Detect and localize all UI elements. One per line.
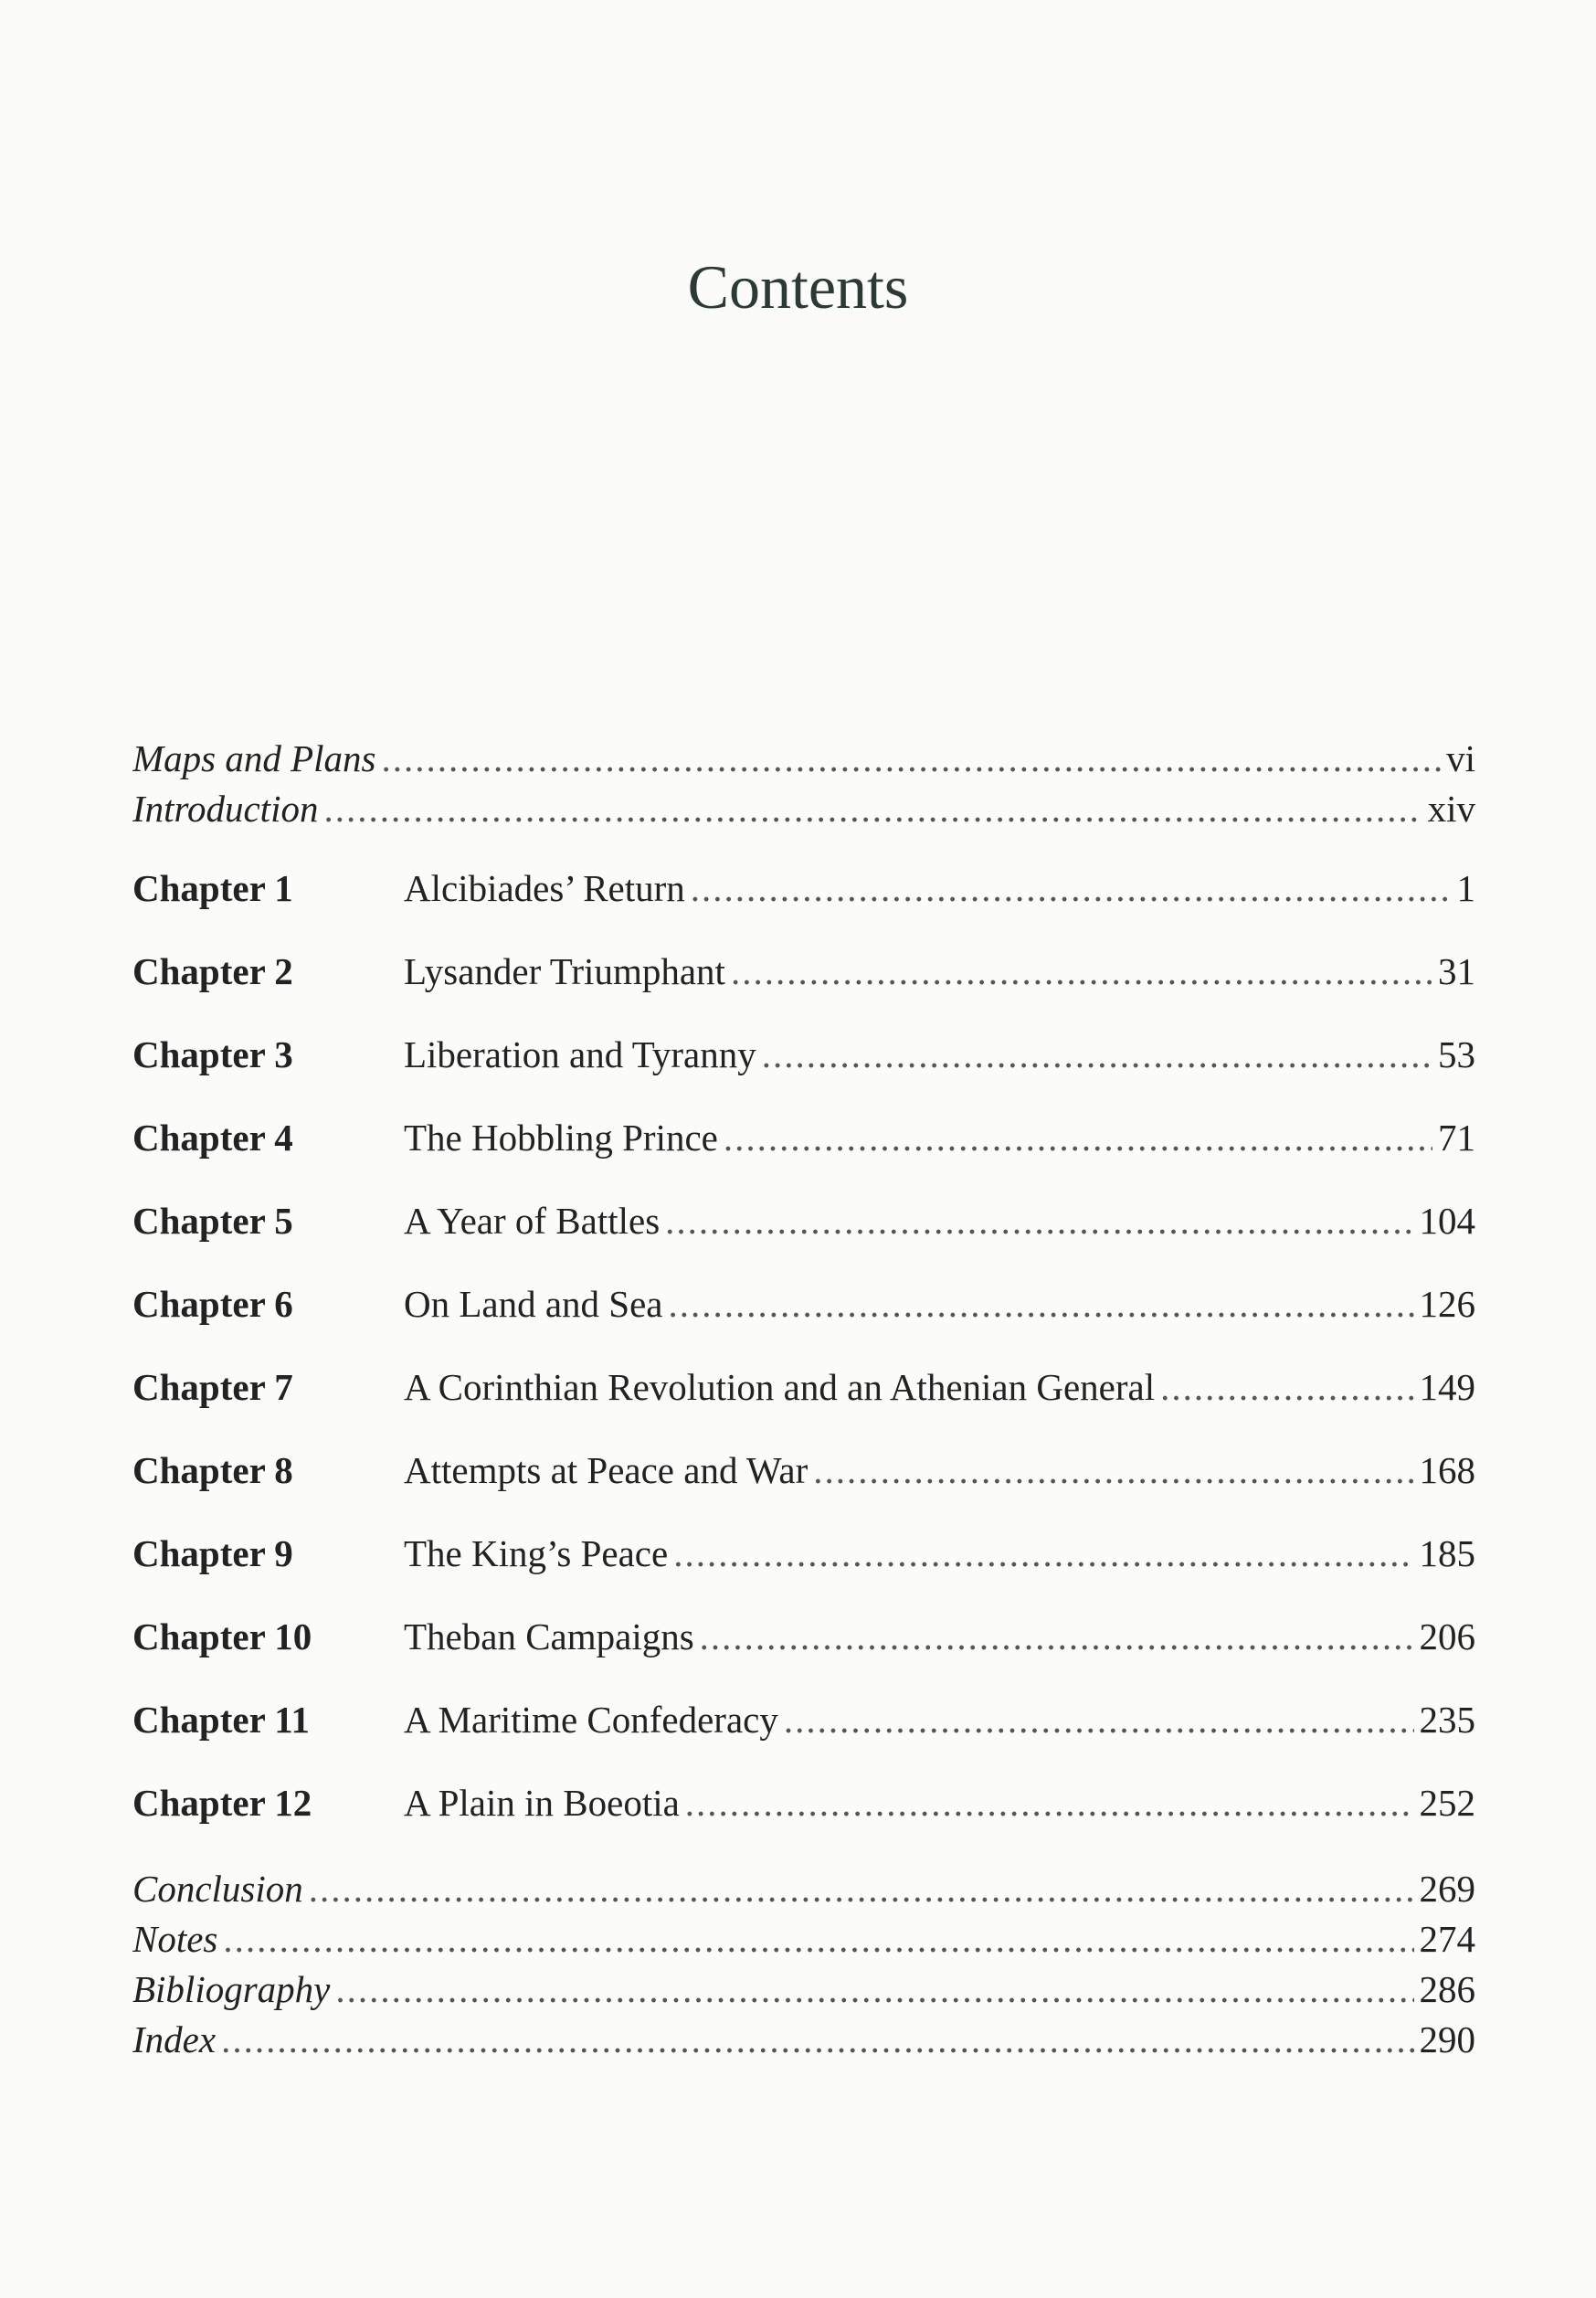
chapter-label: Chapter 6 — [132, 1283, 293, 1325]
entry-title: Bibliography — [132, 1968, 331, 2010]
dot-leader — [309, 1867, 1414, 1911]
toc-entry-chapter-5[interactable] — [132, 1199, 1475, 1282]
chapter-label: Chapter 3 — [132, 1033, 293, 1075]
chapter-label: Chapter 5 — [132, 1200, 293, 1242]
chapter-label: Chapter 7 — [132, 1366, 293, 1408]
chapter-list — [132, 866, 1475, 1864]
page-number: 104 — [1419, 1200, 1475, 1242]
entry-title: A Corinthian Revolution and an Athenian General — [404, 1366, 1156, 1408]
dot-leader — [724, 1116, 1432, 1160]
dot-leader — [669, 1282, 1414, 1326]
toc-entry-chapter-8[interactable] — [132, 1448, 1475, 1531]
page-number: 269 — [1419, 1868, 1475, 1910]
page-number: 252 — [1419, 1782, 1475, 1824]
page-number: 185 — [1419, 1532, 1475, 1574]
page-number: 53 — [1438, 1033, 1475, 1075]
entry-title: Introduction — [132, 788, 319, 830]
toc-entry-chapter-2[interactable] — [132, 949, 1475, 1033]
page-title: Contents — [687, 252, 909, 322]
chapter-label: Chapter 11 — [132, 1699, 311, 1741]
chapter-label: Chapter 4 — [132, 1117, 293, 1159]
toc-entry-chapter-4[interactable] — [132, 1116, 1475, 1199]
toc-entry-chapter-9[interactable] — [132, 1531, 1475, 1615]
dot-leader — [762, 1033, 1432, 1076]
entry-title: Lysander Triumphant — [404, 950, 725, 992]
dot-leader — [335, 1967, 1413, 2011]
entry-title: Notes — [132, 1918, 218, 1960]
dot-leader — [665, 1199, 1413, 1243]
dot-leader — [700, 1615, 1414, 1658]
back-matter-list — [132, 1867, 1475, 2068]
entry-title: Index — [132, 2018, 217, 2060]
toc-entry-maps-and-plans[interactable] — [132, 736, 1475, 787]
entry-title: Alcibiades’ Return — [404, 867, 685, 909]
dot-leader — [784, 1698, 1414, 1742]
toc-entry-chapter-3[interactable] — [132, 1033, 1475, 1116]
dot-leader — [685, 1781, 1414, 1825]
toc-entry-chapter-7[interactable] — [132, 1365, 1475, 1448]
front-matter-list — [132, 736, 1475, 837]
page-number: 206 — [1419, 1615, 1475, 1657]
entry-title: Theban Campaigns — [404, 1615, 694, 1657]
entry-title: A Maritime Confederacy — [404, 1699, 778, 1741]
chapter-label: Chapter 1 — [132, 867, 293, 909]
page-number: 235 — [1419, 1699, 1475, 1741]
page-number: vi — [1446, 737, 1475, 779]
toc-entry-index[interactable] — [132, 2017, 1475, 2068]
dot-leader — [673, 1531, 1413, 1575]
toc-entry-chapter-11[interactable] — [132, 1698, 1475, 1781]
entry-title: Liberation and Tyranny — [404, 1033, 756, 1075]
entry-title: The King’s Peace — [404, 1532, 669, 1574]
entry-title: Conclusion — [132, 1868, 303, 1910]
chapter-label: Chapter 10 — [132, 1615, 312, 1657]
toc-entry-notes[interactable] — [132, 1917, 1475, 1967]
toc-entry-chapter-10[interactable] — [132, 1615, 1475, 1698]
page-number: 286 — [1419, 1968, 1475, 2010]
entry-title: A Plain in Boeotia — [404, 1782, 680, 1824]
page-number: 1 — [1456, 867, 1475, 909]
entry-title: Maps and Plans — [132, 737, 376, 779]
dot-leader — [323, 787, 1422, 831]
chapter-label: Chapter 8 — [132, 1449, 293, 1491]
page-number: xiv — [1427, 788, 1475, 830]
page-number: 31 — [1438, 950, 1475, 992]
dot-leader — [731, 949, 1432, 993]
toc-entry-bibliography[interactable] — [132, 1967, 1475, 2017]
chapter-label: Chapter 12 — [132, 1782, 312, 1824]
page-number: 149 — [1419, 1366, 1475, 1408]
toc-entry-chapter-12[interactable] — [132, 1781, 1475, 1864]
dot-leader — [382, 736, 1442, 780]
entry-title: On Land and Sea — [404, 1283, 663, 1325]
chapter-label: Chapter 9 — [132, 1532, 293, 1574]
entry-title: The Hobbling Prince — [404, 1117, 718, 1159]
dot-leader — [1160, 1365, 1413, 1409]
toc-entry-introduction[interactable] — [132, 787, 1475, 837]
chapter-label: Chapter 2 — [132, 950, 293, 992]
page-number: 274 — [1419, 1918, 1475, 1960]
dot-leader — [221, 2017, 1413, 2061]
dot-leader — [813, 1448, 1413, 1492]
entry-title: Attempts at Peace and War — [404, 1449, 809, 1491]
dot-leader — [223, 1917, 1413, 1961]
toc-entry-conclusion[interactable] — [132, 1867, 1475, 1917]
page-number: 290 — [1419, 2018, 1475, 2060]
page-number: 168 — [1419, 1449, 1475, 1491]
toc-entry-chapter-6[interactable] — [132, 1282, 1475, 1365]
page-number: 126 — [1419, 1283, 1475, 1325]
dot-leader — [691, 866, 1452, 910]
toc-entry-chapter-1[interactable] — [132, 866, 1475, 949]
entry-title: A Year of Battles — [404, 1200, 661, 1242]
page-number: 71 — [1438, 1117, 1475, 1159]
